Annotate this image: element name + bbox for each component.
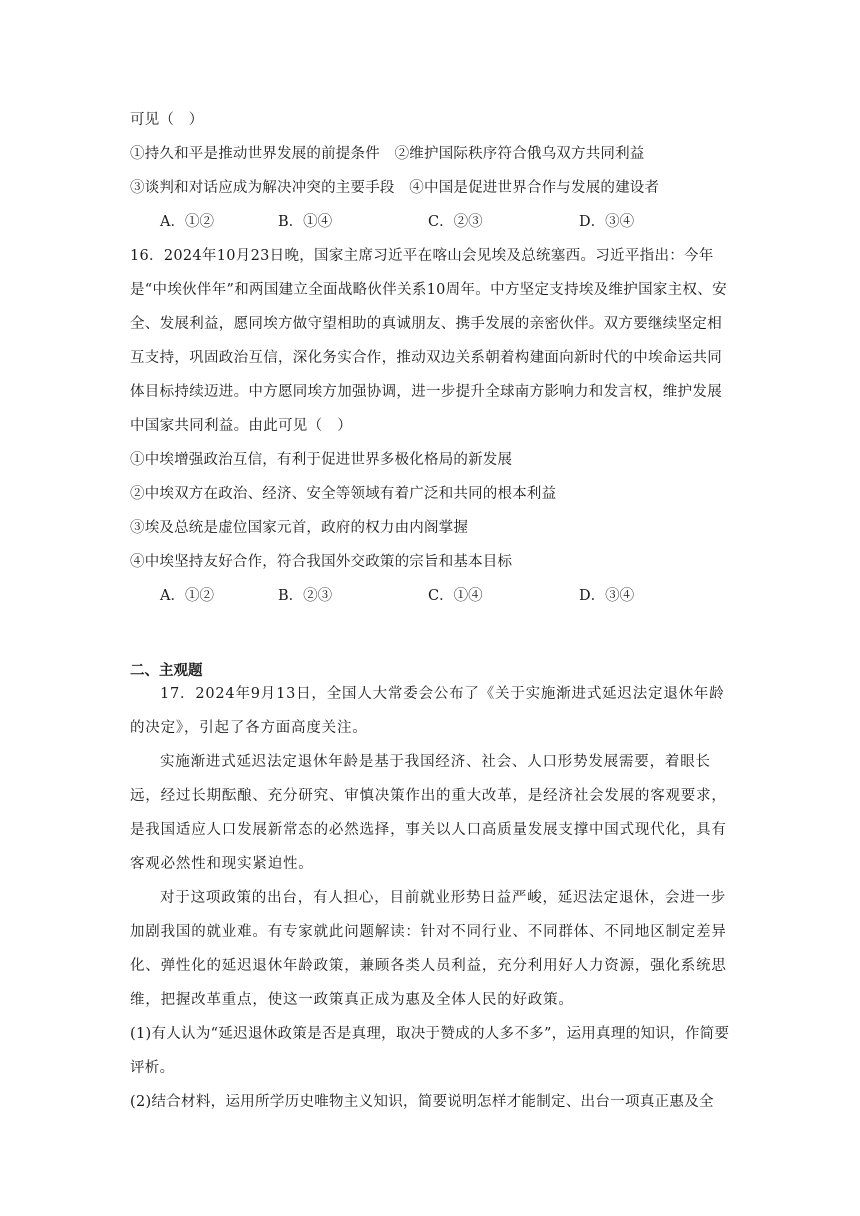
q16-item-2: ②中埃双方在政治、经济、安全等领域有着广泛和共同的根本利益 (130, 486, 557, 502)
q16-stem: 16．2024年10月23日晚，国家主席习近平在喀山会见埃及总统塞西。习近平指出：今年是“中埃伙伴年”和两国建立全面战略伙伴关系10周年。中方坚定支持埃及维护国家主权、安全、发展利益，愿同埃方做守望相助的真诚朋友、携手发展的亲密伙伴。双方要继续坚定相互支持，巩固政治互信，深化务实合作，推动双边关系朝着构建面向新时代的中埃命运共同体目标持续迈进。中方愿同埃方加强协调，进一步提升全球南方影响力和发言权，维护发展中国家共同利益。由此可见（ ） (130, 248, 727, 434)
q15-item-3-4: ③谈判和对话应成为解决冲突的主要手段 ④中国是促进世界合作与发展的建设者 (130, 180, 660, 196)
q15-stem-tail: 可见（ ） (130, 112, 204, 128)
q16-option-c: C．①④ (428, 588, 483, 604)
q16-item-3: ③埃及总统是虚位国家元首，政府的权力由内阁掌握 (130, 520, 469, 536)
q15-option-c: C．②③ (428, 214, 483, 230)
q16-option-a: A．①② (160, 588, 214, 604)
q16-item-1: ①中埃增强政治互信，有利于促进世界多极化格局的新发展 (130, 452, 513, 468)
section-heading: 二、主观题 (130, 663, 203, 679)
q15-option-b: B．①④ (278, 214, 333, 230)
q17-subquestion-1: (1)有人认为“延迟退休政策是否是真理，取决于赞成的人多不多”，运用真理的知识，作简要评析。 (130, 1026, 730, 1076)
q15-option-a: A．①② (160, 214, 214, 230)
q15-item-1-2: ①持久和平是推动世界发展的前提条件 ②维护国际秩序符合俄乌双方共同利益 (130, 146, 645, 162)
q17-material-1: 实施渐进式延迟法定退休年龄是基于我国经济、社会、人口形势发展需要，着眼长远，经过长期酝酿、充分研究、审慎决策作出的重大改革，是经济社会发展的客观要求，是我国适应人口发展新常态的必然选择，事关以人口高质量发展支撑中国式现代化，具有客观必然性和现实紧迫性。 (130, 754, 727, 872)
q16-option-d: D．③④ (579, 588, 635, 604)
q17-subquestion-2: (2)结合材料，运用所学历史唯物主义知识，简要说明怎样才能制定、出台一项真正惠及全 (130, 1094, 714, 1110)
q17-material-2: 对于这项政策的出台，有人担心，目前就业形势日益严峻，延迟法定退休，会进一步加剧我国的就业难。有专家就此问题解读：针对不同行业、不同群体、不同地区制定差异化、弹性化的延迟退休年龄政策，兼顾各类人员利益，充分利用好人力资源，强化系统思维，把握改革重点，使这一政策真正成为惠及全体人民的好政策。 (130, 890, 727, 1008)
q16-options (160, 586, 634, 606)
q16-option-b: B．②③ (278, 588, 333, 604)
q15-options (160, 212, 634, 232)
q15-option-d: D．③④ (579, 214, 635, 230)
q17-intro: 17．2024年9月13日，全国人大常委会公布了《关于实施渐进式延迟法定退休年龄的决定》，引起了各方面高度关注。 (130, 686, 725, 736)
q16-item-4: ④中埃坚持友好合作，符合我国外交政策的宗旨和基本目标 (130, 554, 513, 570)
